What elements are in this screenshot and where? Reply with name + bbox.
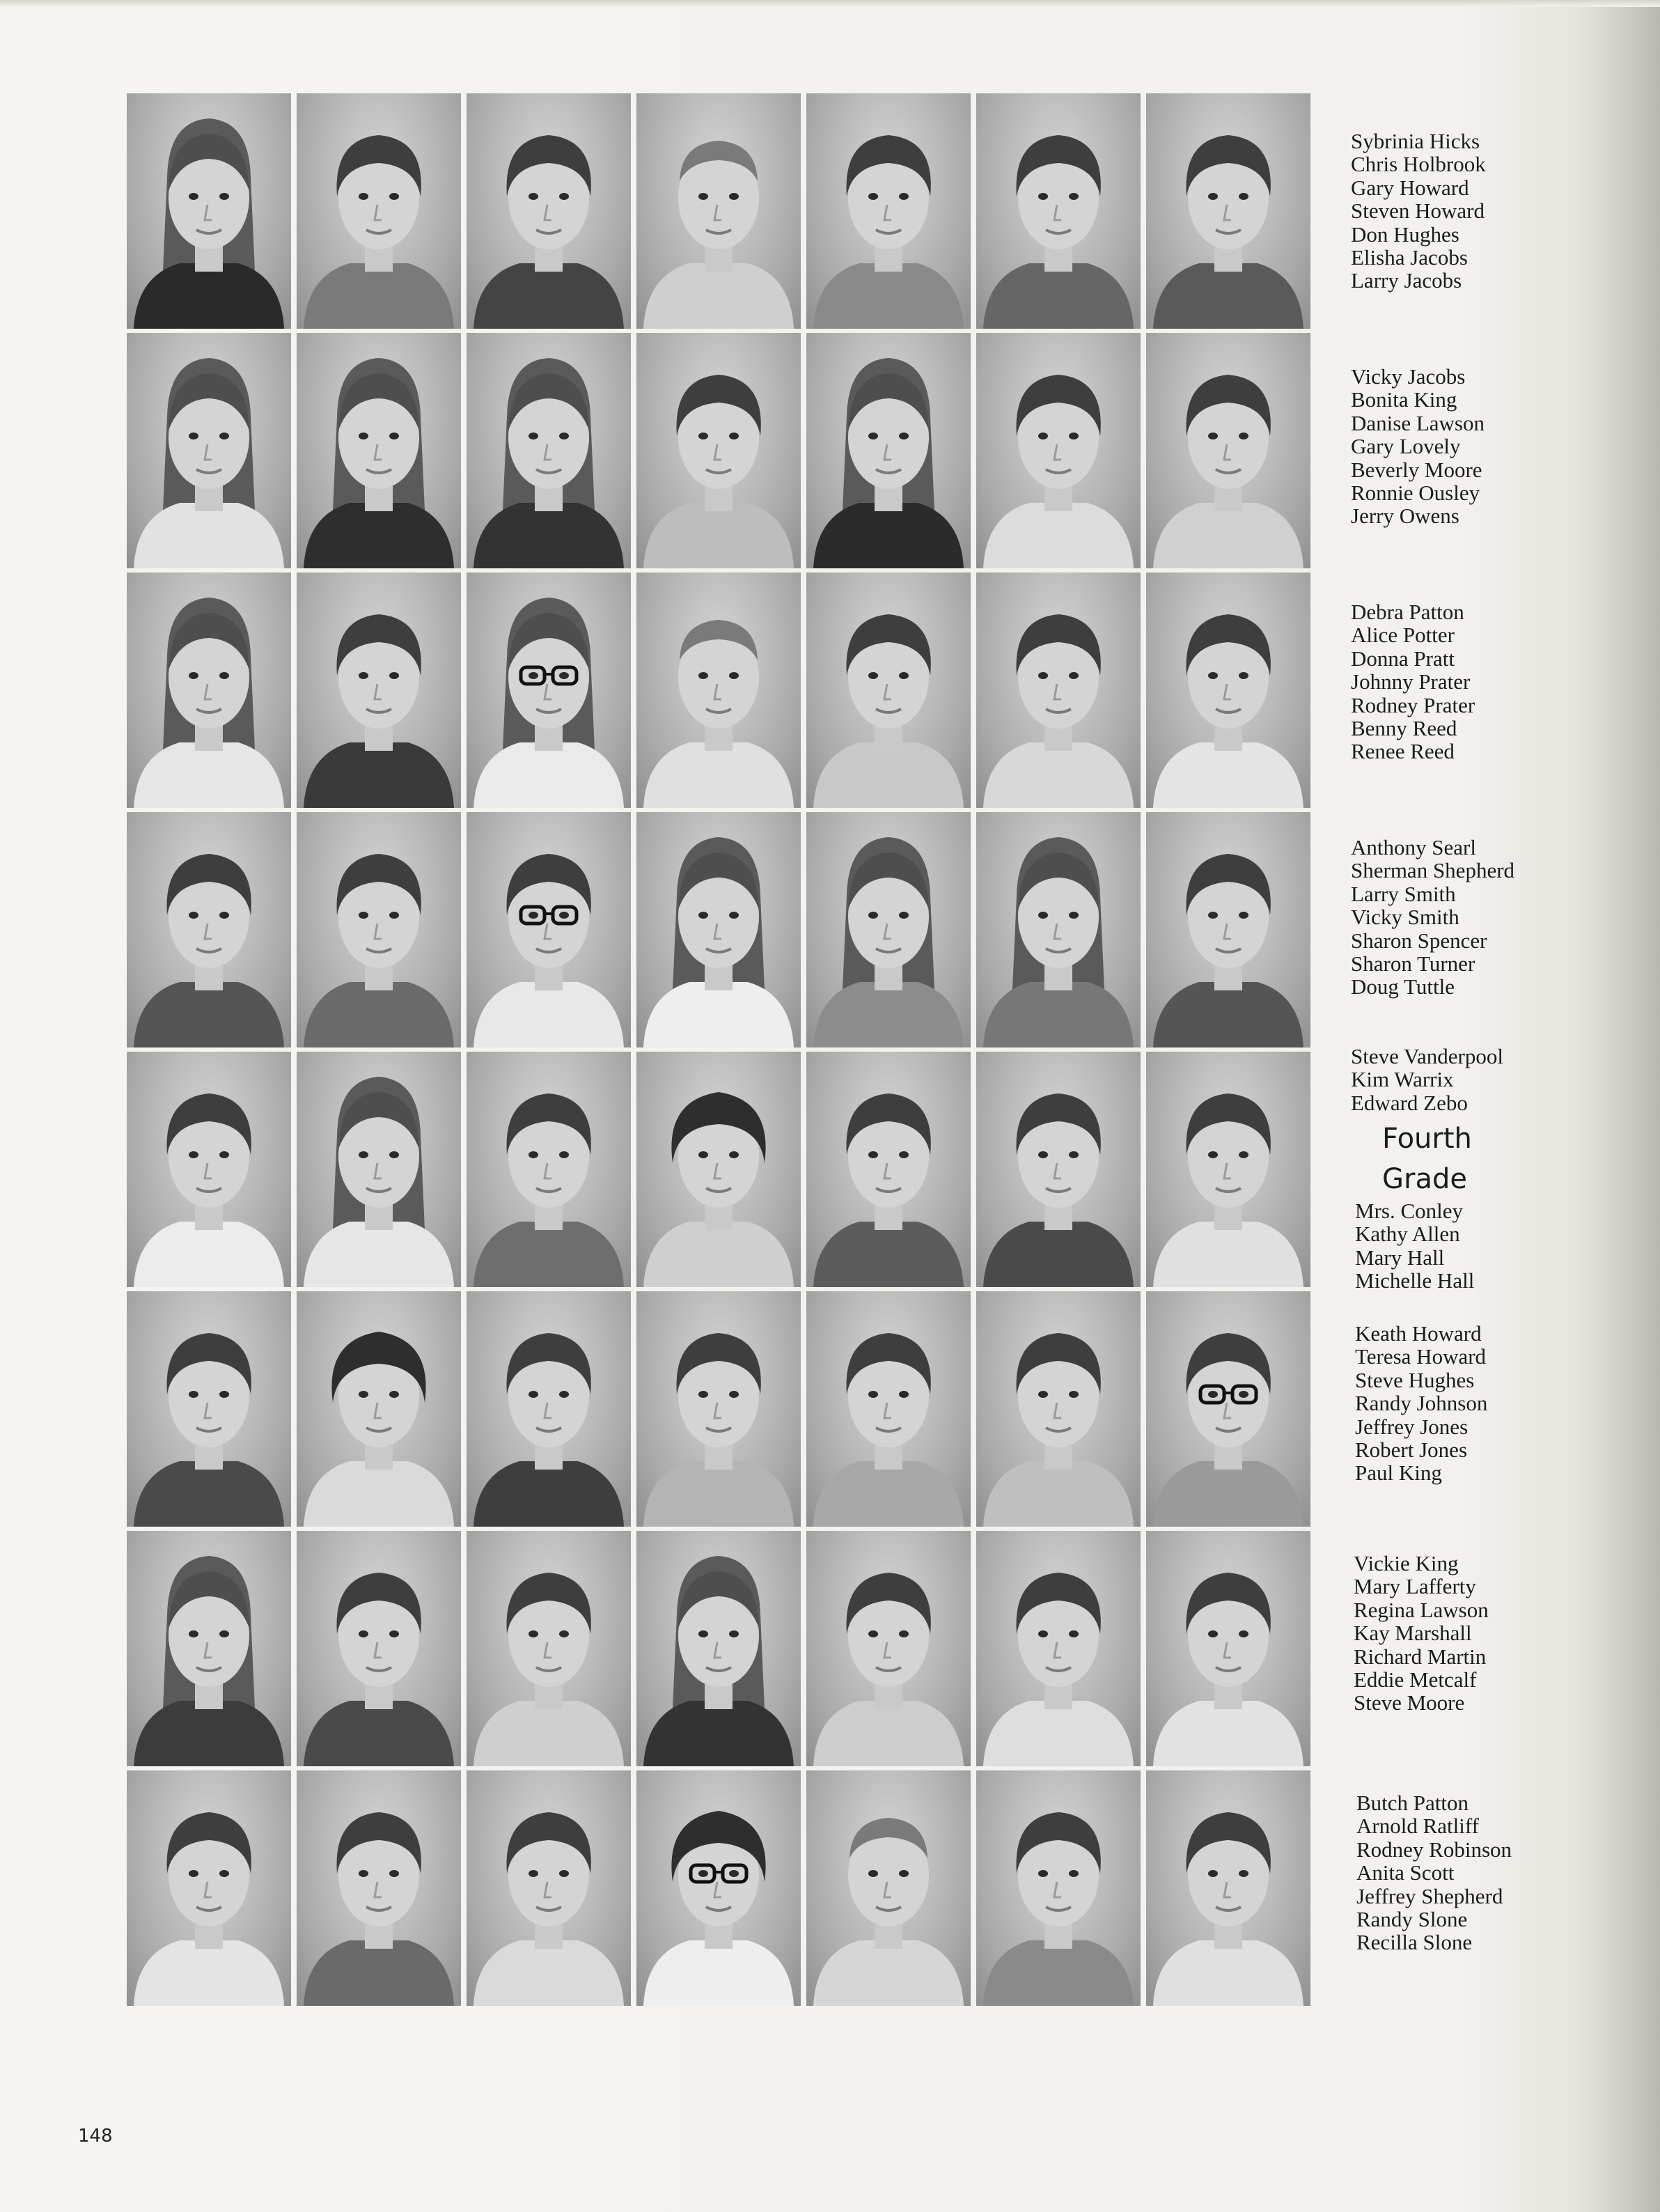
student-name: Johnny Prater [1351,669,1471,694]
student-name: Steve Vanderpool [1351,1044,1503,1068]
student-name: Rodney Prater [1351,692,1475,717]
student-portrait [636,1291,801,1527]
student-portrait [297,1052,461,1287]
student-name: Beverly Moore [1351,457,1482,482]
student-name: Jerry Owens [1351,504,1459,529]
name-list [1355,1322,1487,1485]
student-name: Sherman Shepherd [1351,858,1515,883]
student-name: Butch Patton [1356,1791,1469,1815]
page-top-edge [0,0,1660,7]
student-name: Michelle Hall [1355,1268,1475,1293]
student-portrait [976,1770,1141,2006]
student-portrait [1146,1291,1310,1527]
student-portrait [297,1291,461,1527]
student-portrait [636,93,801,329]
name-list [1351,600,1475,763]
student-name: Don Hughes [1351,221,1459,247]
student-portrait [976,1531,1141,1766]
student-portrait [976,573,1141,808]
name-list [1351,365,1485,528]
student-portrait [467,812,631,1047]
student-portrait [297,93,461,329]
student-portrait [467,573,631,808]
student-name: Mary Lafferty [1354,1574,1476,1599]
student-portrait [1146,1770,1310,2006]
student-name: Renee Reed [1351,739,1455,764]
student-name: Eddie Metcalf [1354,1667,1477,1692]
student-portrait [1146,93,1310,329]
student-portrait [636,1531,801,1766]
student-name: Larry Smith [1351,881,1456,906]
name-list [1351,130,1486,293]
student-name: Bonita King [1351,387,1457,412]
name-list [1351,836,1514,999]
student-portrait [636,1052,801,1287]
student-name: Chris Holbrook [1351,152,1486,177]
student-name: Danise Lawson [1351,410,1485,435]
name-list [1356,1791,1512,1954]
student-name: Jeffrey Shepherd [1356,1883,1503,1908]
name-list [1355,1199,1474,1293]
page-number: 148 [78,2126,113,2147]
student-portrait [1146,1531,1310,1766]
student-portrait [636,1770,801,2006]
name-list [1354,1552,1489,1715]
student-name: Regina Lawson [1354,1597,1489,1622]
student-name: Robert Jones [1355,1438,1468,1463]
student-portrait [1146,573,1310,808]
student-name: Elisha Jacobs [1351,245,1468,270]
student-portrait [127,1770,291,2006]
student-portrait [127,333,291,568]
student-portrait [467,1770,631,2006]
student-name: Vickie King [1354,1551,1459,1575]
student-portrait [467,1291,631,1527]
student-portrait [976,1052,1141,1287]
student-portrait [636,573,801,808]
name-list [1351,1045,1503,1114]
student-name: Arnold Ratliff [1356,1814,1479,1839]
student-name: Rodney Robinson [1356,1837,1512,1862]
student-portrait [636,333,801,568]
student-portrait [297,1531,461,1766]
student-name: Debra Patton [1351,600,1464,624]
student-portrait [297,1770,461,2006]
student-portrait [976,1291,1141,1527]
student-name: Jeffrey Jones [1355,1414,1469,1439]
student-name: Larry Jacobs [1351,268,1462,293]
student-portrait [127,93,291,329]
student-portrait [636,812,801,1047]
student-portrait [1146,812,1310,1047]
student-portrait [806,333,971,568]
student-name: Kathy Allen [1355,1222,1460,1247]
student-name: Steve Hughes [1355,1367,1475,1392]
student-portrait [467,333,631,568]
student-portrait [806,1531,971,1766]
student-portrait [806,812,971,1047]
student-name: Gary Howard [1351,175,1469,200]
student-name: Richard Martin [1354,1644,1487,1669]
grade-heading-line1: Fourth [1382,1123,1472,1155]
student-portrait [976,93,1141,329]
student-portrait [297,333,461,568]
student-name: Alice Potter [1351,623,1455,648]
student-portrait [127,1291,291,1527]
student-name: Sybrinia Hicks [1351,129,1480,153]
student-portrait [467,1531,631,1766]
grade-heading-line2: Grade [1382,1163,1467,1195]
student-name: Sharon Turner [1351,951,1475,976]
student-portrait [127,573,291,808]
student-name: Keath Howard [1355,1321,1482,1346]
student-portrait [806,573,971,808]
student-portrait [467,93,631,329]
student-name: Doug Tuttle [1351,974,1455,999]
student-name: Recilla Slone [1356,1930,1473,1955]
student-name: Mary Hall [1355,1245,1445,1270]
student-portrait [127,1531,291,1766]
student-name: Steve Moore [1354,1690,1465,1715]
student-name: Randy Johnson [1355,1391,1488,1416]
student-portrait [976,812,1141,1047]
student-name: Benny Reed [1351,716,1457,741]
photo-grid [127,93,1319,2006]
student-name: Kim Warrix [1351,1067,1454,1092]
student-name: Steven Howard [1351,198,1485,224]
student-portrait [806,1770,971,2006]
student-name: Sharon Spencer [1351,928,1487,953]
student-name: Gary Lovely [1351,434,1461,459]
student-name: Kay Marshall [1354,1621,1472,1646]
student-name: Vicky Smith [1351,905,1459,930]
student-portrait [806,1291,971,1527]
student-name: Ronnie Ousley [1351,481,1480,506]
student-name: Teresa Howard [1355,1344,1487,1369]
student-portrait [467,1052,631,1287]
student-name: Paul King [1355,1461,1442,1486]
student-portrait [806,93,971,329]
student-portrait [297,573,461,808]
student-name: Randy Slone [1356,1907,1468,1932]
student-portrait [127,812,291,1047]
student-name: Donna Pratt [1351,646,1455,671]
student-portrait [1146,1052,1310,1287]
student-portrait [806,1052,971,1287]
student-name: Mrs. Conley [1355,1199,1463,1223]
student-portrait [297,812,461,1047]
student-name: Vicky Jacobs [1351,364,1466,389]
student-portrait [1146,333,1310,568]
student-name: Edward Zebo [1351,1090,1468,1115]
student-name: Anthony Searl [1351,835,1476,859]
student-portrait [976,333,1141,568]
student-portrait [127,1052,291,1287]
student-name: Anita Scott [1356,1860,1455,1885]
